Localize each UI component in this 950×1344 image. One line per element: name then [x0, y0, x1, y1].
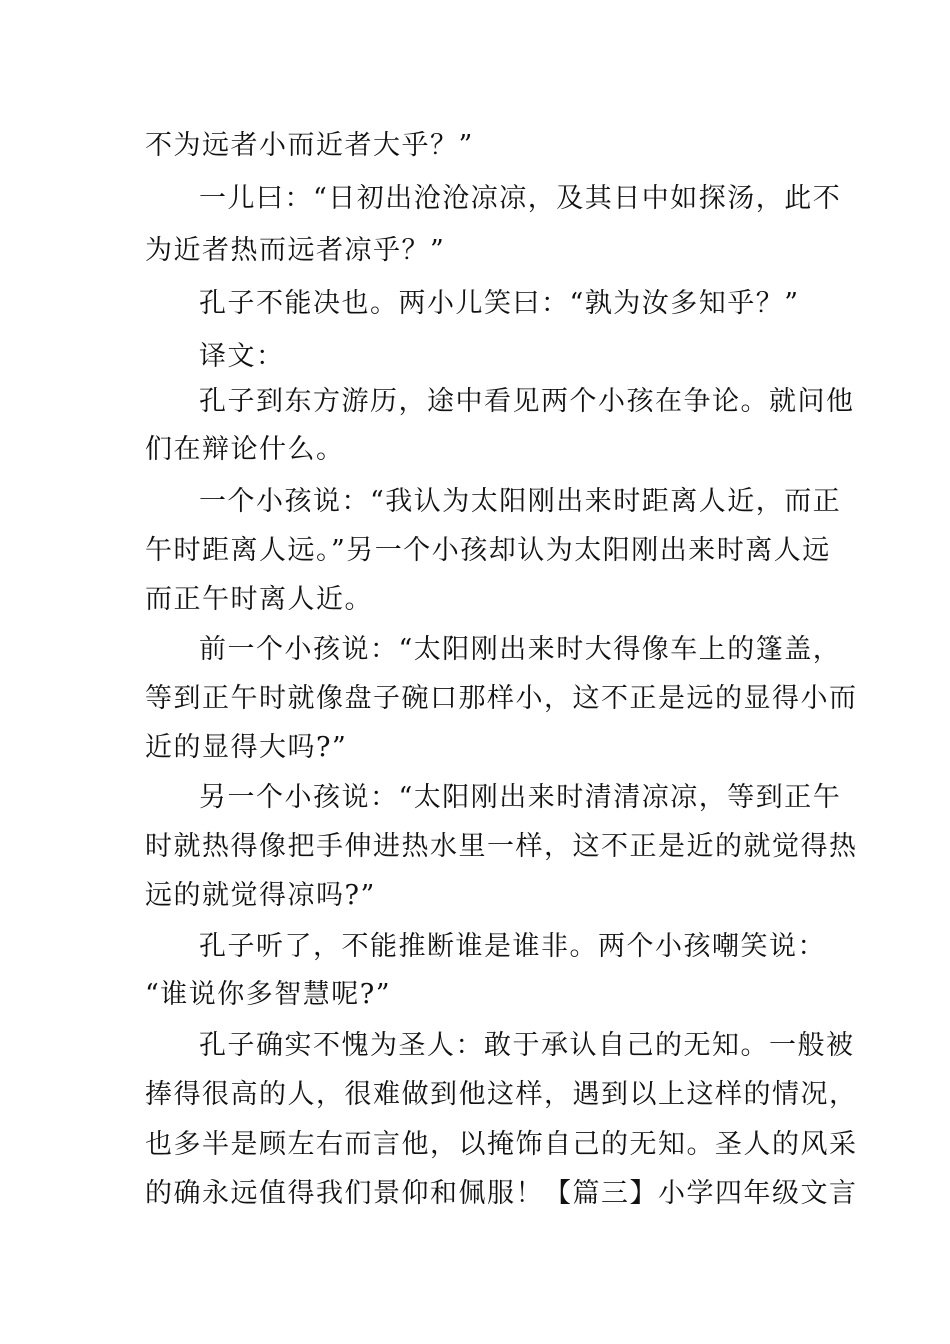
text-line: 另一个小孩说：“太阳刚出来时清清凉凉，等到正午	[199, 782, 842, 813]
text-line: 一个小孩说：“我认为太阳刚出来时距离人近，而正	[199, 486, 842, 517]
text-line: 远的就觉得凉吗?”	[145, 880, 376, 911]
text-line: 前一个小孩说：“太阳刚出来时大得像车上的篷盖，	[199, 634, 842, 665]
text-line: “谁说你多智慧呢?”	[145, 979, 392, 1010]
text-line: 等到正午时就像盘子碗口那样小，这不正是远的显得小而	[145, 683, 858, 714]
text-line: 孔子不能决也。两小儿笑曰：“孰为汝多知乎？”	[199, 288, 800, 319]
text-line: 一儿曰：“日初出沧沧凉凉，及其日中如探汤，此不	[199, 183, 842, 214]
text-line: 午时距离人远。”另一个小孩却认为太阳刚出来时离人远	[145, 535, 831, 566]
text-line: 为近者热而远者凉乎？”	[145, 235, 446, 266]
section-label: 译文：	[199, 341, 285, 372]
text-line: 不为远者小而近者大乎？”	[145, 130, 474, 161]
text-line: 捧得很高的人，很难做到他这样，遇到以上这样的情况，	[145, 1079, 858, 1110]
text-line: 们在辩论什么。	[145, 434, 345, 465]
text-line: 孔子确实不愧为圣人：敢于承认自己的无知。一般被	[199, 1030, 855, 1061]
text-line: 近的显得大吗?”	[145, 732, 348, 763]
text-line: 的确永远值得我们景仰和佩服！【篇三】小学四年级文言	[145, 1178, 858, 1209]
text-line: 孔子到东方游历，途中看见两个小孩在争论。就问他	[199, 386, 855, 417]
text-line: 也多半是顾左右而言他，以掩饰自己的无知。圣人的风采	[145, 1129, 858, 1160]
text-line: 时就热得像把手伸进热水里一样，这不正是近的就觉得热	[145, 831, 858, 862]
text-line: 而正午时离人近。	[145, 584, 373, 615]
text-line: 孔子听了，不能推断谁是谁非。两个小孩嘲笑说：	[199, 931, 826, 962]
